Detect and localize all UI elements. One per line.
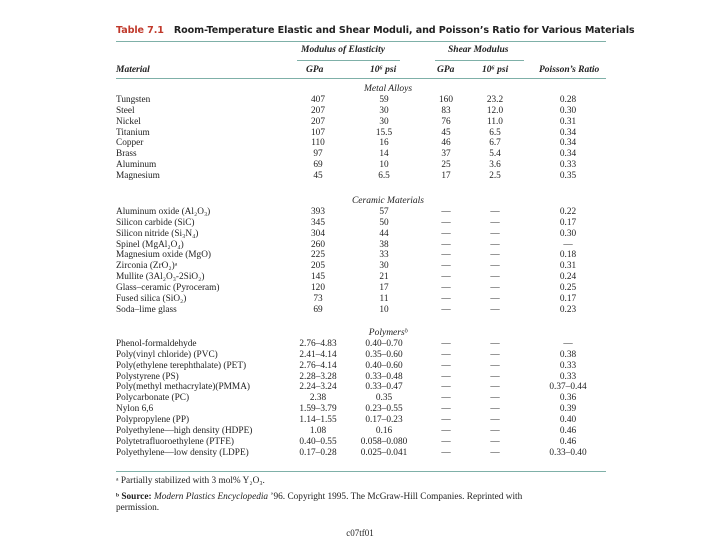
material-name-cell: Aluminum [116,160,157,171]
shear-psi-cell: 23.2 [486,95,504,105]
shear-psi-cell: 11.0 [487,116,503,127]
table-row [0,393,720,404]
shear-gpa-cell: — [441,360,451,371]
elastic-psi-cell: 30 [379,116,389,127]
table-row [0,415,720,426]
elastic-gpa-cell: 2.76–4.14 [299,360,337,371]
material-name-cell: Aluminum oxide (Al₂O₃) [116,207,211,217]
table-row [0,95,720,106]
shear-psi-cell: — [490,339,500,349]
elastic-psi-cell: 16 [379,138,389,149]
material-name-cell: Polyethylene—low density (LDPE) [116,447,249,458]
shear-gpa-cell: — [441,261,451,272]
header-shear-gpa: GPa [437,65,455,75]
material-name-cell: Polytetrafluoroethylene (PTFE) [116,436,234,447]
elastic-gpa-cell: 145 [311,272,325,283]
table-row [0,404,720,415]
table-row [0,382,720,393]
shear-gpa-cell: — [441,304,451,315]
poisson-ratio-cell: — [563,339,573,349]
table-row [0,426,720,437]
table-row [0,372,720,383]
shear-psi-cell: 2.5 [489,170,501,181]
material-name-cell: Nylon 6,6 [116,404,154,415]
table-row [0,218,720,229]
shear-gpa-cell: 76 [441,116,451,127]
material-name-cell: Poly(ethylene terephthalate) (PET) [116,360,247,371]
elastic-psi-cell: 0.35 [375,393,393,404]
table-row [0,350,720,361]
material-name-cell: Mullite (3Al₂O₃-2SiO₂) [116,272,205,283]
header-rule [297,60,400,61]
shear-psi-cell: — [490,239,500,250]
table-row [0,117,720,128]
poisson-ratio-cell: 0.24 [559,272,577,283]
table-row [0,361,720,372]
elastic-gpa-cell: 107 [311,127,325,138]
section-heading-text: Ceramic Materials [351,196,425,206]
material-name-cell: Silicon carbide (SiC) [116,217,195,228]
shear-psi-cell: 6.7 [489,138,501,149]
shear-psi-cell: — [490,304,500,315]
poisson-ratio-cell: 0.22 [559,207,577,217]
table-row [0,207,720,218]
table-row [0,448,720,459]
poisson-ratio-cell: 0.46 [559,425,577,436]
shear-psi-cell: — [490,282,500,293]
table-row [0,250,720,261]
shear-psi-cell: 12.0 [486,105,504,116]
shear-gpa-cell: — [441,217,451,228]
table-number: Table 7.1 [116,25,164,36]
table-caption: Room-Temperature Elastic and Shear Moduli, and Poisson’s Ratio for Various Materials [173,25,635,36]
material-name-cell: Phenol-formaldehyde [116,339,197,349]
elastic-gpa-cell: 1.14–1.55 [299,414,337,425]
material-name-cell: Glass–ceramic (Pyroceram) [116,282,220,293]
elastic-psi-cell: 0.23–0.55 [365,404,403,415]
shear-psi-cell: — [490,382,500,393]
poisson-ratio-cell: 0.34 [559,127,577,138]
material-name-cell: Fused silica (SiO₂) [116,293,187,304]
shear-gpa-cell: — [441,272,451,283]
poisson-ratio-cell: 0.25 [559,282,577,293]
table-row [0,261,720,272]
elastic-gpa-cell: 120 [311,282,325,293]
elastic-psi-cell: 0.40–0.60 [365,360,403,371]
elastic-psi-cell: 59 [379,95,389,105]
shear-gpa-cell: — [441,371,451,382]
elastic-psi-cell: 10 [379,160,389,171]
material-name-cell: Polycarbonate (PC) [116,393,190,404]
elastic-psi-cell: 6.5 [378,170,390,181]
material-name-cell: Nickel [116,116,141,127]
material-name-cell: Silicon nitride (Si₃N₄) [116,228,199,239]
poisson-ratio-cell: 0.38 [559,349,577,360]
elastic-psi-cell: 17 [379,282,389,293]
footnote-a: ᵃ Partially stabilized with 3 mol% Y₂O₃. [116,476,265,486]
elastic-psi-cell: 0.16 [375,425,393,436]
material-name-cell: Titanium [116,127,150,138]
elastic-psi-cell: 57 [379,207,389,217]
poisson-ratio-cell: 0.33 [559,360,577,371]
elastic-gpa-cell: 393 [311,207,325,217]
elastic-psi-cell: 0.35–0.60 [365,349,403,360]
elastic-psi-cell: 50 [379,217,389,228]
poisson-ratio-cell: 0.34 [559,138,577,149]
elastic-psi-cell: 33 [379,250,389,261]
header-psi: 10⁶ psi [370,65,397,75]
elastic-psi-cell: 0.025–0.041 [360,447,408,458]
shear-gpa-cell: — [441,282,451,293]
shear-gpa-cell: — [441,393,451,404]
shear-psi-cell: — [490,250,500,261]
shear-psi-cell: 6.5 [489,127,501,138]
shear-gpa-cell: — [441,207,451,217]
table-row [0,305,720,316]
shear-gpa-cell: — [441,293,451,304]
footnote-b [116,492,522,502]
elastic-psi-cell: 11 [379,293,389,304]
shear-psi-cell: — [490,436,500,447]
shear-gpa-cell: 37 [441,149,451,160]
elastic-gpa-cell: 260 [311,239,325,250]
table-title [116,25,635,36]
shear-psi-cell: — [490,360,500,371]
header-shear-psi: 10⁶ psi [482,65,509,75]
shear-gpa-cell: — [441,414,451,425]
table-row [0,283,720,294]
material-name-cell: Steel [116,105,135,116]
elastic-gpa-cell: 69 [313,160,323,171]
shear-psi-cell: — [490,217,500,228]
poisson-ratio-cell: 0.31 [559,116,577,127]
shear-psi-cell: 3.6 [489,160,501,171]
footnote-b-label: ᵇ Source: [116,492,152,502]
poisson-ratio-cell: 0.17 [559,293,577,304]
shear-gpa-cell: — [441,228,451,239]
shear-psi-cell: — [490,207,500,217]
elastic-gpa-cell: 2.28–3.28 [299,371,337,382]
poisson-ratio-cell: 0.40 [559,414,577,425]
elastic-gpa-cell: 97 [313,149,323,160]
elastic-gpa-cell: 1.59–3.79 [299,404,337,415]
shear-gpa-cell: — [441,239,451,250]
poisson-ratio-cell: 0.33–0.40 [549,447,587,458]
elastic-gpa-cell: 45 [313,170,323,181]
material-name-cell: Polypropylene (PP) [116,414,190,425]
table-row [0,171,720,182]
poisson-ratio-cell: 0.37–0.44 [549,382,587,393]
shear-gpa-cell: 160 [439,95,453,105]
material-name-cell: Copper [116,138,144,149]
table-row [0,437,720,448]
shear-gpa-cell: 45 [441,127,451,138]
shear-gpa-cell: 25 [441,160,451,171]
elastic-gpa-cell: 2.41–4.14 [299,349,337,360]
elastic-psi-cell: 44 [379,228,389,239]
material-name-cell: Soda–lime glass [116,304,177,315]
header-modulus-of-elasticity: Modulus of Elasticity [301,45,385,55]
elastic-gpa-cell: 407 [311,95,325,105]
poisson-ratio-cell: 0.30 [559,105,577,116]
elastic-psi-cell: 38 [379,239,389,250]
figure-label: c07tf01 [346,528,374,538]
section-heading-text: Metal Alloys [363,84,413,94]
shear-psi-cell: — [490,261,500,272]
elastic-gpa-cell: 207 [311,105,325,116]
poisson-ratio-cell: 0.35 [559,170,577,181]
material-name-cell: Spinel (MgAl₂O₄) [116,239,184,250]
elastic-gpa-cell: 207 [311,116,325,127]
elastic-psi-cell: 14 [379,149,389,160]
table-row [0,138,720,149]
title-rule [116,41,606,42]
material-name-cell: Poly(vinyl chloride) (PVC) [116,349,218,360]
table-row [0,229,720,240]
shear-psi-cell: — [490,447,500,458]
shear-gpa-cell: — [441,382,451,393]
elastic-psi-cell: 15.5 [375,127,393,138]
elastic-psi-cell: 0.17–0.23 [365,414,403,425]
elastic-gpa-cell: 205 [311,261,325,272]
elastic-gpa-cell: 73 [313,293,323,304]
elastic-gpa-cell: 304 [311,228,325,239]
header-poisson: Poisson’s Ratio [539,65,600,75]
shear-gpa-cell: — [441,349,451,360]
elastic-psi-cell: 21 [379,272,389,283]
elastic-psi-cell: 10 [379,304,389,315]
shear-psi-cell: — [490,228,500,239]
material-name-cell: Zirconia (ZrO₂)ᵃ [116,261,178,272]
shear-psi-cell: — [490,425,500,436]
poisson-ratio-cell: 0.31 [559,261,577,272]
header-rule [435,60,524,61]
table-row [0,149,720,160]
shear-gpa-cell: — [441,447,451,458]
elastic-gpa-cell: 1.08 [309,425,327,436]
poisson-ratio-cell: 0.30 [559,228,577,239]
table-row [0,160,720,171]
elastic-psi-cell: 0.33–0.47 [365,382,403,393]
elastic-gpa-cell: 345 [311,217,325,228]
header-rule [116,78,606,79]
section-heading-text: Polymersᵇ [368,328,408,338]
table-row [0,294,720,305]
elastic-gpa-cell: 0.40–0.55 [299,436,337,447]
shear-gpa-cell: — [441,339,451,349]
shear-psi-cell: — [490,293,500,304]
table-row [0,106,720,117]
elastic-gpa-cell: 0.17–0.28 [299,447,337,458]
shear-gpa-cell: — [441,436,451,447]
shear-gpa-cell: 83 [441,105,451,116]
poisson-ratio-cell: 0.36 [559,393,577,404]
shear-psi-cell: — [490,404,500,415]
material-name-cell: Polyethylene—high density (HDPE) [116,425,253,436]
material-name-cell: Poly(methyl methacrylate)(PMMA) [116,382,251,393]
elastic-gpa-cell: 225 [311,250,325,261]
shear-psi-cell: — [490,272,500,283]
footnote-b-continued: permission. [116,503,160,513]
elastic-gpa-cell: 2.38 [309,393,327,404]
elastic-gpa-cell: 69 [313,304,323,315]
poisson-ratio-cell: 0.18 [559,250,577,261]
poisson-ratio-cell: 0.28 [559,95,577,105]
shear-psi-cell: — [490,414,500,425]
poisson-ratio-cell: — [563,239,573,250]
poisson-ratio-cell: 0.34 [559,149,577,160]
poisson-ratio-cell: 0.39 [559,404,577,415]
table-row [0,339,720,350]
elastic-psi-cell: 30 [379,261,389,272]
shear-gpa-cell: — [441,404,451,415]
shear-gpa-cell: 17 [441,170,451,181]
shear-psi-cell: — [490,371,500,382]
material-name-cell: Magnesium oxide (MgO) [116,250,212,261]
shear-gpa-cell: — [441,425,451,436]
table-row [0,272,720,283]
elastic-psi-cell: 30 [379,105,389,116]
material-name-cell: Polystyrene (PS) [116,371,179,382]
poisson-ratio-cell: 0.33 [559,160,577,171]
poisson-ratio-cell: 0.23 [559,304,577,315]
shear-psi-cell: — [490,349,500,360]
elastic-gpa-cell: 2.76–4.83 [299,339,337,349]
header-shear-modulus: Shear Modulus [448,45,509,55]
poisson-ratio-cell: 0.17 [559,217,577,228]
bottom-rule [116,471,606,472]
elastic-psi-cell: 0.33–0.48 [365,371,403,382]
header-gpa: GPa [306,65,324,75]
poisson-ratio-cell: 0.33 [559,371,577,382]
elastic-psi-cell: 0.40–0.70 [365,339,403,349]
elastic-psi-cell: 0.058–0.080 [360,436,408,447]
poisson-ratio-cell: 0.46 [559,436,577,447]
footnote-b-source: Modern Plastics Encyclopedia [153,492,269,502]
shear-gpa-cell: — [441,250,451,261]
elastic-gpa-cell: 110 [311,138,325,149]
shear-psi-cell: 5.4 [489,149,501,160]
table-row [0,240,720,251]
table-row [0,128,720,139]
elastic-gpa-cell: 2.24–3.24 [299,382,337,393]
footnote-b-text: ’96. Copyright 1995. The McGraw-Hill Companies. Reprinted with [268,492,523,502]
shear-psi-cell: — [490,393,500,404]
material-name-cell: Tungsten [116,95,151,105]
material-name-cell: Magnesium [116,170,160,181]
material-name-cell: Brass [116,149,137,160]
shear-gpa-cell: 46 [441,138,451,149]
header-material: Material [116,65,150,75]
